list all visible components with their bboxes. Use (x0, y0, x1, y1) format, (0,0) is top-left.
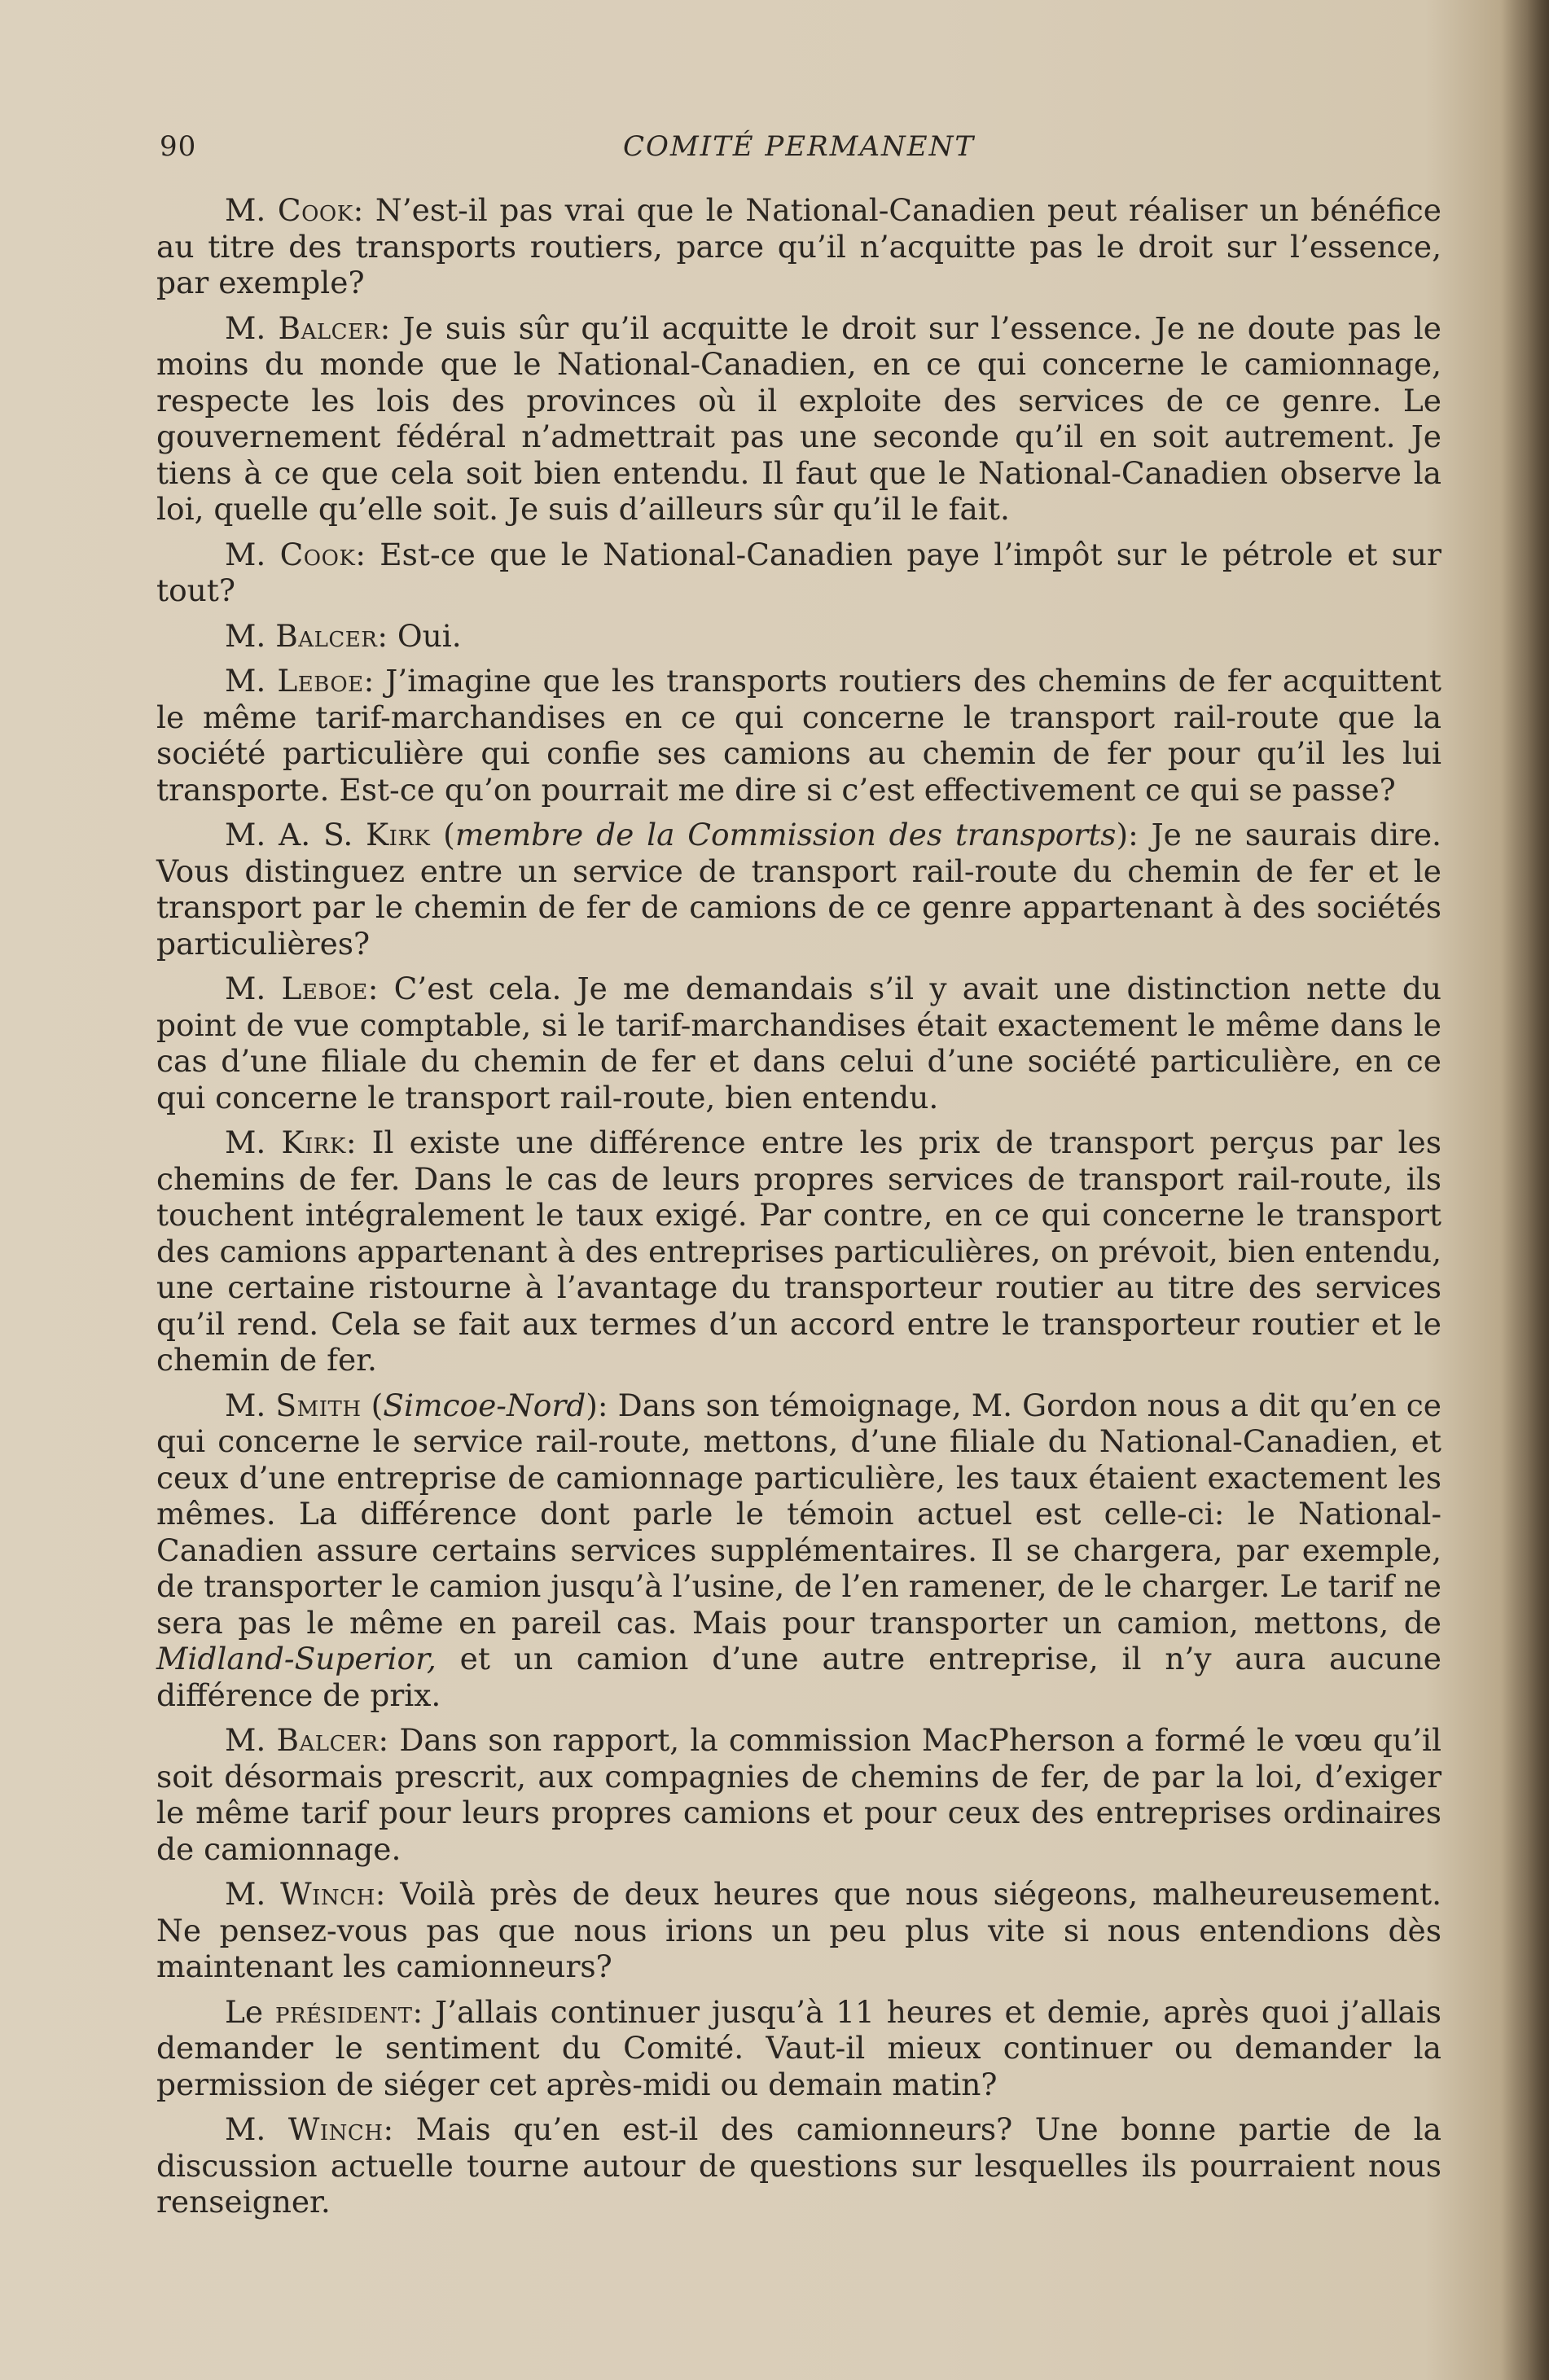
speaker-name: Balcer (276, 1722, 379, 1758)
speaker-qualifier: Simcoe-Nord (383, 1387, 586, 1423)
running-title: COMITÉ PERMANENT (622, 130, 976, 163)
speech-paragraph: M. Smith (Simcoe-Nord): Dans son témoignage, M. Gordon nous a dit qu’en ce qui concerne le service rail-route, mettons, d’une filiale du National-Canadien, et ceux d’une entreprise de camionnage particulière, les taux étaient exactement les mêmes. La différence dont parle le témoin actuel est celle-ci: le National-Canadien assure certains services supplémentaires. Il se chargera, par exemple, de transporter le camion jusqu’à l’usine, de l’en ramener, de le charger. Le tarif ne sera pas le même en pareil cas. Mais pour transporter un camion, mettons, de Midland-Superior, et un camion d’une autre entreprise, il n’y aura aucune différence de prix. (156, 1387, 1441, 1713)
speaker-name: Cook (279, 536, 356, 572)
speech-paragraph: Le président: J’allais continuer jusqu’à 11 heures et demie, après quoi j’allais demander le sentiment du Comité. Vaut-il mieux continuer ou demander la permission de siéger cet après-midi ou demain matin? (156, 1993, 1441, 2102)
speaker-name: Kirk (366, 817, 431, 853)
transcript-body (156, 192, 1441, 2229)
speaker-name: Winch (280, 1876, 375, 1912)
speech-paragraph: M. Cook: Est-ce que le National-Canadien paye l’impôt sur le pétrole et sur tout? (156, 536, 1441, 608)
speech-paragraph: M. Kirk: Il existe une différence entre les prix de transport perçus par les chemins de fer. Dans le cas de leurs propres services de transport rail-route, ils touchent intégralement le taux exigé. Par contre, en ce qui concerne le transport des camions appartenant à des entreprises particulières, on prévoit, bien entendu, une certaine ristourne à l’avantage du transporteur routier au titre des services qu’il rend. Cela se fait aux termes d’un accord entre le transporteur routier et le chemin de fer. (156, 1124, 1441, 1378)
speech-paragraph: M. A. S. Kirk (membre de la Commission des transports): Je ne saurais dire. Vous distinguez entre un service de transport rail-route du chemin de fer et le transport par le chemin de fer de camions de ce genre appartenant à des sociétés particulières? (156, 817, 1441, 962)
speaker-name: Winch (287, 2111, 384, 2147)
speech-paragraph: M. Balcer: Dans son rapport, la commission MacPherson a formé le vœu qu’il soit désormais prescrit, aux compagnies de chemins de fer, de par la loi, d’exiger le même tarif pour leurs propres camions et pour ceux des entreprises ordinaires de camionnage. (156, 1722, 1441, 1867)
speaker-name: Smith (275, 1387, 362, 1423)
speaker-qualifier: membre de la Commission des transports (454, 817, 1117, 853)
speech-paragraph: M. Winch: Voilà près de deux heures que nous siégeons, malheureusement. Ne pensez-vous pas que nous irions un peu plus vite si nous entendions dès maintenant les camionneurs? (156, 1876, 1441, 1984)
page-binding-shadow (1500, 0, 1549, 2380)
speaker-name: Leboe (281, 971, 368, 1006)
speaker-name: Balcer (278, 309, 380, 346)
emphasized-text: Midland-Superior, (156, 1641, 437, 1677)
speaker-name: Leboe (277, 663, 364, 699)
speech-paragraph: M. Balcer: Oui. (225, 617, 462, 654)
page-header (160, 130, 1438, 171)
speech-paragraph: M. Leboe: J’imagine que les transports routiers des chemins de fer acquittent le même tarif-marchandises en ce qui concerne le transport rail-route que la société particulière qui confie ses camions au chemin de fer pour qu’il les lui transporte. Est-ce qu’on pourrait me dire si c’est effectivement ce qui se passe? (156, 663, 1441, 808)
speaker-name: président (274, 1993, 413, 2030)
speaker-name: Cook (277, 192, 353, 228)
speech-paragraph: M. Balcer: Je suis sûr qu’il acquitte le droit sur l’essence. Je ne doute pas le moins du monde que le National-Canadien, en ce qui concerne le camionnage, respecte les lois des provinces où il exploite des services de ce genre. Le gouvernement fédéral n’admettrait pas une seconde qu’il en soit autrement. Je tiens à ce que cela soit bien entendu. Il faut que le National-Canadien observe la loi, quelle qu’elle soit. Je suis d’ailleurs sûr qu’il le fait. (156, 309, 1441, 527)
speaker-name: Kirk (281, 1124, 346, 1160)
page-number: 90 (160, 130, 197, 163)
speech-paragraph: M. Winch: Mais qu’en est-il des camionneurs? Une bonne partie de la discussion actuelle tourne autour de questions sur lesquelles ils pourraient nous renseigner. (156, 2111, 1441, 2220)
speaker-name: Balcer (275, 617, 378, 654)
speech-paragraph: M. Leboe: C’est cela. Je me demandais s’il y avait une distinction nette du point de vue comptable, si le tarif-marchandises était exactement le même dans le cas d’une filiale du chemin de fer et dans celui d’une société particulière, en ce qui concerne le transport rail-route, bien entendu. (156, 971, 1441, 1115)
speech-paragraph: M. Cook: N’est-il pas vrai que le National-Canadien peut réaliser un bénéfice au titre des transports routiers, parce qu’il n’acquitte pas le droit sur l’essence, par exemple? (156, 192, 1441, 300)
